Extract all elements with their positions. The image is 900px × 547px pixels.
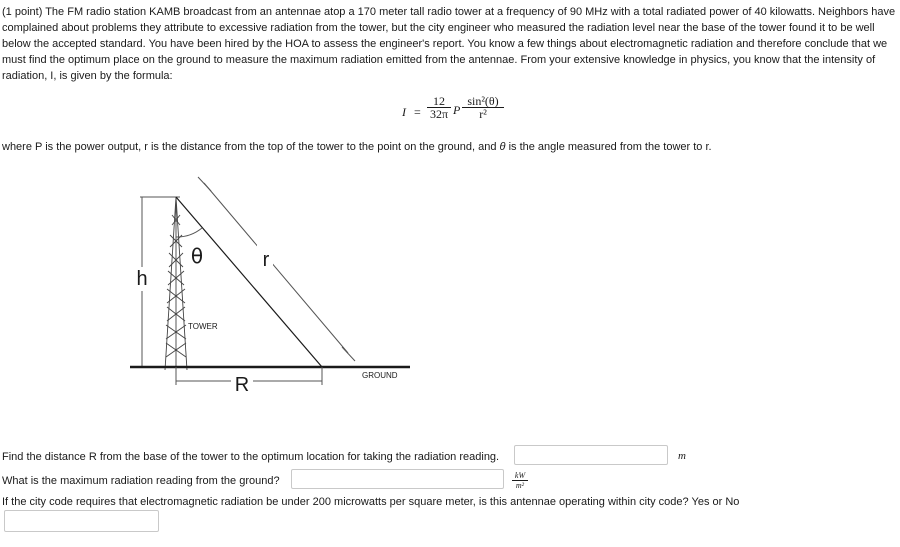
formula-lhs: I xyxy=(402,105,406,119)
radiation-unit-denominator: m² xyxy=(515,481,525,490)
r-dimension-line xyxy=(204,183,348,353)
formula-frac1-numerator: 12 xyxy=(427,95,451,108)
problem-statement: (1 point) The FM radio station KAMB broadcast from an antennae atop a 170 meter tall radio tower at a frequency of 90 MHz with a total radiated power of 40 kilowatts. Neighbors have complained about problems they attribute to excessive radiation from the tower, but the city engineer who measured the radiation level near the base of the tower found it to be well below the accepted standard. You have been hired by the HOA to assess the engineer's report. You know a few things about electromagnetic radiation and therefore conclude that we must find the optimum place on the ground to measure the maximum radiation emitted from the antennae. From your extensive knowledge in physics, you know that the intensity of radiation, I, is given by the formula: xyxy=(2,6,896,82)
formula-fraction-constant xyxy=(427,95,451,121)
radiation-answer-input[interactable] xyxy=(291,469,504,489)
tower-lattice xyxy=(165,197,187,370)
radiation-unit-numerator: kW xyxy=(512,471,528,481)
r-dimension-tick-bottom xyxy=(342,347,355,361)
distance-answer-input[interactable] xyxy=(514,445,668,465)
formula-equals: = xyxy=(414,105,421,119)
R-label: R xyxy=(234,374,250,396)
theta-arc xyxy=(176,228,202,237)
question-distance: Find the distance R from the base of the tower to the optimum location for taking the radiation reading. xyxy=(2,451,500,463)
formula-frac2-numerator: sin²(θ) xyxy=(462,95,504,108)
r-label: r xyxy=(262,249,270,271)
r-dimension-tick-top xyxy=(198,177,211,191)
theta-label: θ xyxy=(190,244,204,268)
question-city-code: If the city code requires that electromagnetic radiation be under 200 microwatts per square meter, is this antennae operating within city code? Yes or No xyxy=(2,496,740,508)
formula-fraction-angle xyxy=(462,95,504,121)
where-theta: θ xyxy=(499,141,506,153)
tower-diagram xyxy=(125,175,415,400)
where-text-start: where P is the power output, r is the distance from the top of the tower to the point on the ground, and xyxy=(2,141,500,153)
variable-definitions xyxy=(2,140,898,154)
distance-unit: m xyxy=(678,450,686,462)
intensity-formula xyxy=(400,95,510,135)
tower-label: TOWER xyxy=(188,322,218,331)
ground-label: GROUND xyxy=(362,371,398,380)
formula-frac2-denominator: r² xyxy=(479,107,487,121)
r-line xyxy=(176,197,322,367)
h-label: h xyxy=(136,268,148,290)
where-text-end: is the angle measured from the tower to r. xyxy=(505,141,712,153)
radiation-unit xyxy=(512,471,528,490)
question-max-radiation: What is the maximum radiation reading from the ground? xyxy=(2,475,280,487)
city-code-answer-input[interactable] xyxy=(4,510,159,532)
formula-power: P xyxy=(453,103,461,117)
formula-frac1-denominator: 32π xyxy=(429,107,449,121)
